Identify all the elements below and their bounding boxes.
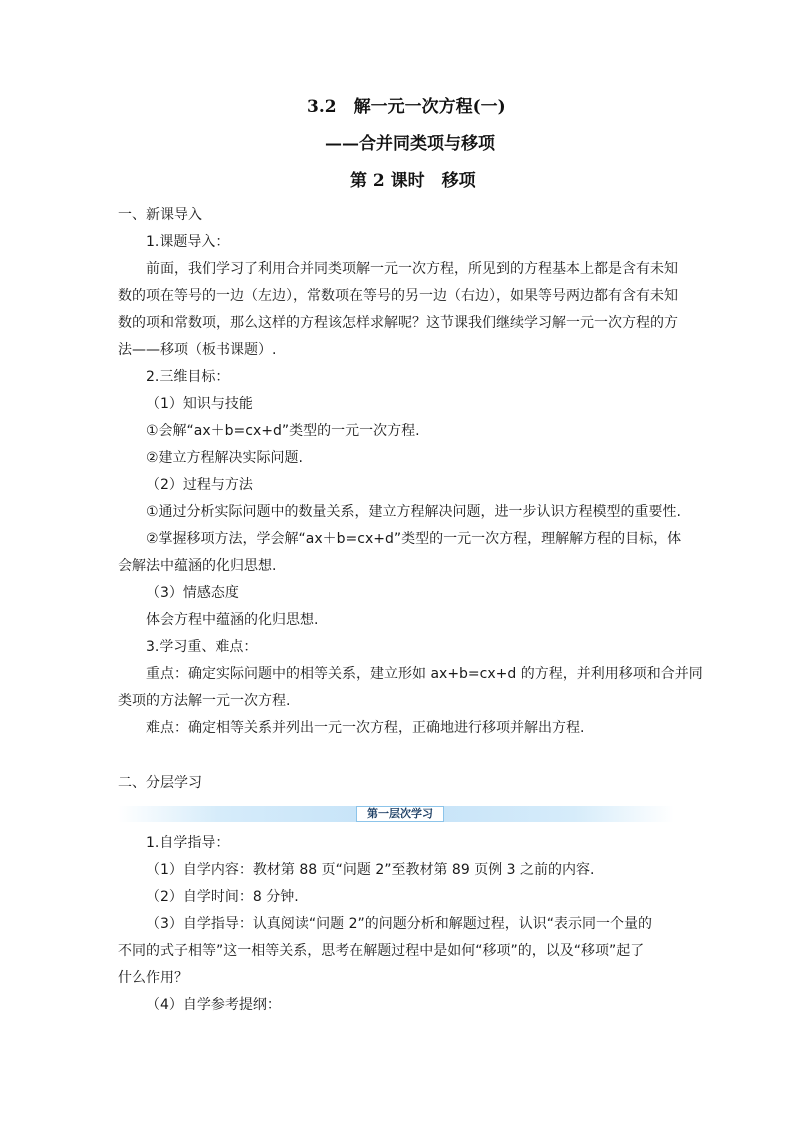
goal-knowledge-item: ②建立方程解决实际问题. — [146, 450, 304, 466]
self-study-item: （1）自学内容：教材第 88 页“问题 2”至教材第 89 页例 3 之前的内容. — [146, 862, 595, 878]
topic-intro-heading: 1.课题导入： — [146, 234, 230, 250]
goal-attitude-item: 体会方程中蕴涵的化归思想. — [146, 612, 319, 628]
goal-attitude-heading: （3）情感态度 — [146, 585, 239, 601]
section-heading-intro: 一、新课导入 — [118, 207, 202, 223]
goal-process-item: ②掌握移项方法，学会解“ax＋b=cx+d”类型的一元一次方程，理解解方程的目标，体 — [146, 531, 682, 547]
difficulty-line: 难点：确定相等关系并列出一元一次方程，正确地进行移项并解出方程. — [146, 720, 585, 736]
lesson-title: 第 2 课时 移项 — [350, 171, 476, 191]
document-title: 3.2 解一元一次方程(一) — [307, 97, 506, 117]
intro-paragraph-line: 法——移项（板书课题）. — [118, 342, 277, 358]
goal-process-heading: （2）过程与方法 — [146, 477, 253, 493]
document-subtitle: ——合并同类项与移项 — [325, 134, 495, 154]
self-study-heading: 1.自学指导： — [146, 835, 230, 851]
goal-knowledge-item: ①会解“ax＋b=cx+d”类型的一元一次方程. — [146, 423, 420, 439]
self-study-item: （2）自学时间：8 分钟. — [146, 889, 299, 905]
intro-paragraph-line: 前面，我们学习了利用合并同类项解一元一次方程，所见到的方程基本上都是含有未知 — [146, 261, 678, 277]
self-study-item: （4）自学参考提纲： — [146, 997, 281, 1013]
level-banner-label: 第一层次学习 — [356, 806, 444, 822]
goal-process-item: ①通过分析实际问题中的数量关系，建立方程解决问题，进一步认识方程模型的重要性. — [146, 504, 681, 520]
key-point-line: 重点：确定实际问题中的相等关系，建立形如 ax+b=cx+d 的方程，并利用移项和合并同 — [146, 666, 703, 682]
intro-paragraph-line: 数的项和常数项，那么这样的方程该怎样求解呢？这节课我们继续学习解一元一次方程的方 — [118, 315, 678, 331]
self-study-item: 什么作用？ — [118, 970, 188, 986]
goals-heading: 2.三维目标： — [146, 369, 230, 385]
goal-process-item: 会解法中蕴涵的化归思想. — [118, 558, 277, 574]
intro-paragraph-line: 数的项在等号的一边（左边），常数项在等号的另一边（右边），如果等号两边都有含有未知 — [118, 288, 678, 304]
self-study-item: （3）自学指导：认真阅读“问题 2”的问题分析和解题过程，认识“表示同一个量的 — [146, 916, 653, 932]
goal-knowledge-heading: （1）知识与技能 — [146, 396, 253, 412]
self-study-item: 不同的式子相等”这一相等关系，思考在解题过程中是如何“移项”的，以及“移项”起了 — [118, 943, 645, 959]
key-point-line: 类项的方法解一元一次方程. — [118, 693, 291, 709]
section-heading-layered: 二、分层学习 — [118, 775, 202, 791]
key-difficult-heading: 3.学习重、难点： — [146, 639, 258, 655]
